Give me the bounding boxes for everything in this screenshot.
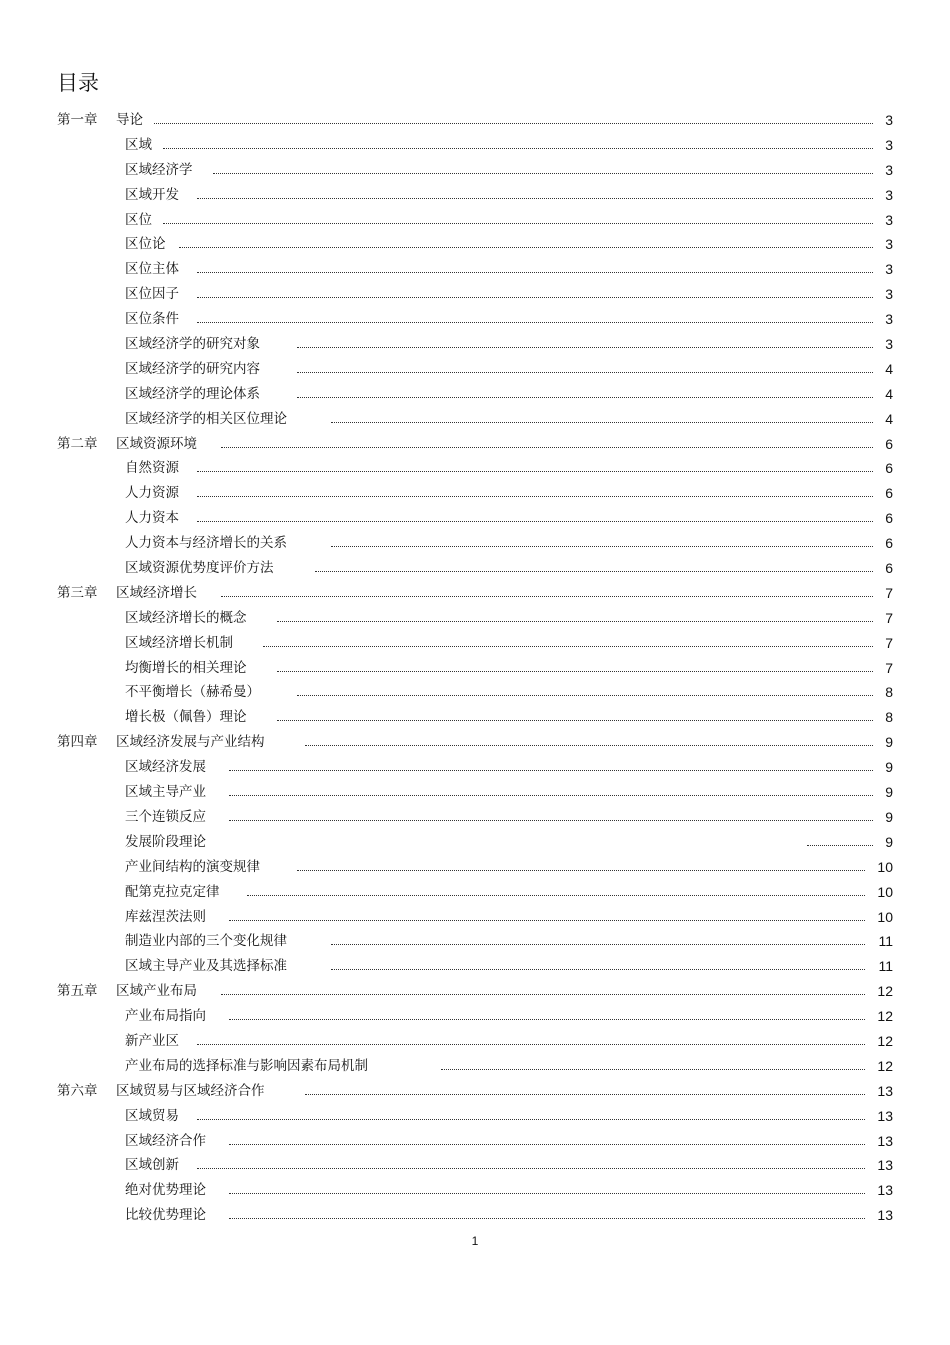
section-title: 绝对优势理论 bbox=[125, 1182, 206, 1199]
dot-leader bbox=[229, 1193, 865, 1194]
page-ref: 4 bbox=[885, 360, 893, 377]
toc-chapter-entry[interactable] bbox=[57, 108, 893, 133]
section-title: 不平衡增长（赫希曼） bbox=[125, 684, 260, 701]
toc-section-entry[interactable] bbox=[57, 183, 893, 208]
toc-section-entry[interactable] bbox=[57, 954, 893, 979]
dot-leader bbox=[229, 1019, 865, 1020]
toc-section-entry[interactable] bbox=[57, 282, 893, 307]
page-ref: 6 bbox=[885, 485, 893, 502]
toc-section-entry[interactable] bbox=[57, 208, 893, 233]
dot-leader bbox=[297, 347, 873, 348]
page-ref: 11 bbox=[878, 933, 893, 950]
toc-section-entry[interactable] bbox=[57, 407, 893, 432]
toc-section-entry[interactable] bbox=[57, 755, 893, 780]
page-number: 1 bbox=[471, 1234, 479, 1248]
section-title: 区域经济发展 bbox=[125, 759, 206, 776]
toc-section-entry[interactable] bbox=[57, 680, 893, 705]
section-title: 制造业内部的三个变化规律 bbox=[125, 933, 287, 950]
page-ref: 7 bbox=[885, 659, 893, 676]
dot-leader bbox=[197, 198, 873, 199]
dot-leader bbox=[197, 521, 873, 522]
page-ref: 8 bbox=[885, 684, 893, 701]
dot-leader bbox=[331, 969, 865, 970]
page-ref: 9 bbox=[885, 784, 893, 801]
toc-section-entry[interactable] bbox=[57, 257, 893, 282]
dot-leader bbox=[297, 870, 865, 871]
page-ref: 3 bbox=[885, 336, 893, 353]
dot-leader bbox=[229, 770, 873, 771]
chapter-number: 第三章 bbox=[57, 584, 98, 601]
section-title: 产业间结构的演变规律 bbox=[125, 858, 260, 875]
dot-leader bbox=[331, 546, 873, 547]
section-title: 增长极（佩鲁）理论 bbox=[125, 709, 247, 726]
page-ref: 3 bbox=[885, 112, 893, 128]
toc-section-entry[interactable] bbox=[57, 357, 893, 382]
dot-leader bbox=[315, 571, 873, 572]
page-ref: 13 bbox=[877, 1132, 893, 1149]
section-title: 区域经济学的理论体系 bbox=[125, 385, 260, 402]
section-title: 区域主导产业 bbox=[125, 784, 206, 801]
section-title: 产业布局的选择标准与影响因素布局机制 bbox=[125, 1057, 368, 1074]
section-title: 区域经济学 bbox=[125, 161, 193, 178]
section-title: 区位条件 bbox=[125, 311, 179, 328]
toc-chapter-entry[interactable] bbox=[57, 581, 893, 606]
page-ref: 9 bbox=[885, 734, 893, 751]
chapter-title: 区域资源环境 bbox=[116, 435, 197, 452]
page-ref: 13 bbox=[877, 1157, 893, 1174]
page-ref: 9 bbox=[885, 759, 893, 776]
section-title: 人力资源 bbox=[125, 485, 179, 502]
dot-leader bbox=[197, 322, 873, 323]
dot-leader bbox=[213, 173, 873, 174]
toc-section-entry[interactable] bbox=[57, 1054, 893, 1079]
section-title: 区位因子 bbox=[125, 286, 179, 303]
toc-section-entry[interactable] bbox=[57, 631, 893, 656]
section-title: 产业布局指向 bbox=[125, 1008, 206, 1025]
toc-section-entry[interactable] bbox=[57, 1029, 893, 1054]
page-ref: 12 bbox=[877, 1008, 893, 1025]
dot-leader bbox=[229, 1218, 865, 1219]
page-ref: 9 bbox=[885, 808, 893, 825]
toc-section-entry[interactable] bbox=[57, 232, 893, 257]
chapter-number: 第六章 bbox=[57, 1082, 98, 1099]
toc-section-entry[interactable] bbox=[57, 1203, 893, 1228]
toc-section-entry[interactable] bbox=[57, 1178, 893, 1203]
dot-leader bbox=[163, 223, 873, 224]
toc-section-entry[interactable] bbox=[57, 332, 893, 357]
dot-leader bbox=[331, 422, 873, 423]
dot-leader bbox=[179, 247, 873, 248]
page-ref: 4 bbox=[885, 385, 893, 402]
page-ref: 13 bbox=[877, 1207, 893, 1224]
toc-section-entry[interactable] bbox=[57, 1104, 893, 1129]
toc-section-entry[interactable] bbox=[57, 855, 893, 880]
chapter-title: 导论 bbox=[116, 112, 143, 128]
dot-leader bbox=[807, 845, 873, 846]
page-ref: 9 bbox=[885, 833, 893, 850]
page-ref: 3 bbox=[885, 311, 893, 328]
section-title: 区位 bbox=[125, 211, 152, 228]
page-ref: 6 bbox=[885, 460, 893, 477]
section-title: 区域经济增长的概念 bbox=[125, 609, 247, 626]
dot-leader bbox=[297, 397, 873, 398]
toc-section-entry[interactable] bbox=[57, 705, 893, 730]
section-title: 库兹涅茨法则 bbox=[125, 908, 206, 925]
page-ref: 12 bbox=[877, 1032, 893, 1049]
page-ref: 3 bbox=[885, 236, 893, 253]
section-title: 区域开发 bbox=[125, 186, 179, 203]
dot-leader bbox=[229, 920, 865, 921]
section-title: 新产业区 bbox=[125, 1032, 179, 1049]
page-ref: 6 bbox=[885, 560, 893, 577]
section-title: 配第克拉克定律 bbox=[125, 883, 220, 900]
page-ref: 4 bbox=[885, 410, 893, 427]
page-ref: 10 bbox=[877, 908, 893, 925]
dot-leader bbox=[197, 1168, 865, 1169]
section-title: 区域创新 bbox=[125, 1157, 179, 1174]
dot-leader bbox=[297, 695, 873, 696]
section-title: 区域主导产业及其选择标准 bbox=[125, 958, 287, 975]
chapter-title: 区域经济发展与产业结构 bbox=[116, 734, 265, 751]
section-title: 人力资本与经济增长的关系 bbox=[125, 535, 287, 552]
toc-section-entry[interactable] bbox=[57, 456, 893, 481]
page-ref: 6 bbox=[885, 535, 893, 552]
page-ref: 12 bbox=[877, 983, 893, 1000]
section-title: 区域贸易 bbox=[125, 1107, 179, 1124]
toc-section-entry[interactable] bbox=[57, 1153, 893, 1178]
dot-leader bbox=[331, 944, 865, 945]
toc-section-entry[interactable] bbox=[57, 805, 893, 830]
page-ref: 6 bbox=[885, 435, 893, 452]
section-title: 区位论 bbox=[125, 236, 166, 253]
dot-leader bbox=[197, 1044, 865, 1045]
page-ref: 3 bbox=[885, 161, 893, 178]
dot-leader bbox=[221, 596, 873, 597]
toc-title: 目录 bbox=[57, 71, 99, 95]
toc-section-entry[interactable] bbox=[57, 606, 893, 631]
toc-section-entry[interactable] bbox=[57, 531, 893, 556]
toc-chapter-entry[interactable] bbox=[57, 432, 893, 457]
dot-leader bbox=[221, 447, 873, 448]
page-ref: 6 bbox=[885, 510, 893, 527]
dot-leader bbox=[277, 621, 873, 622]
chapter-number: 第一章 bbox=[57, 112, 98, 128]
chapter-title: 区域产业布局 bbox=[116, 983, 197, 1000]
toc-section-entry[interactable] bbox=[57, 1004, 893, 1029]
section-title: 区域资源优势度评价方法 bbox=[125, 560, 274, 577]
toc-section-entry[interactable] bbox=[57, 780, 893, 805]
toc-chapter-entry[interactable] bbox=[57, 979, 893, 1004]
toc-chapter-entry[interactable] bbox=[57, 730, 893, 755]
toc-section-entry[interactable] bbox=[57, 158, 893, 183]
section-title: 区位主体 bbox=[125, 261, 179, 278]
toc-section-entry[interactable] bbox=[57, 506, 893, 531]
toc-section-entry[interactable] bbox=[57, 880, 893, 905]
dot-leader bbox=[229, 820, 873, 821]
toc-section-entry[interactable] bbox=[57, 905, 893, 930]
chapter-title: 区域经济增长 bbox=[116, 584, 197, 601]
toc-chapter-entry[interactable] bbox=[57, 1079, 893, 1104]
dot-leader bbox=[305, 1094, 865, 1095]
page-ref: 7 bbox=[885, 634, 893, 651]
section-title: 区域经济学的研究对象 bbox=[125, 336, 260, 353]
page-ref: 13 bbox=[877, 1107, 893, 1124]
dot-leader bbox=[277, 720, 873, 721]
page-ref: 8 bbox=[885, 709, 893, 726]
dot-leader bbox=[263, 646, 873, 647]
page-ref: 13 bbox=[877, 1182, 893, 1199]
toc-section-entry[interactable] bbox=[57, 556, 893, 581]
toc-section-entry[interactable] bbox=[57, 830, 893, 855]
page-ref: 3 bbox=[885, 186, 893, 203]
dot-leader bbox=[163, 148, 873, 149]
page-ref: 10 bbox=[877, 883, 893, 900]
dot-leader bbox=[154, 123, 873, 124]
dot-leader bbox=[221, 994, 865, 995]
toc-section-entry[interactable] bbox=[57, 656, 893, 681]
dot-leader bbox=[247, 895, 865, 896]
toc-section-entry[interactable] bbox=[57, 382, 893, 407]
page-ref: 7 bbox=[885, 584, 893, 601]
section-title: 人力资本 bbox=[125, 510, 179, 527]
section-title: 区域经济学的研究内容 bbox=[125, 360, 260, 377]
page-ref: 13 bbox=[877, 1082, 893, 1099]
dot-leader bbox=[277, 671, 873, 672]
page-ref: 7 bbox=[885, 609, 893, 626]
section-title: 发展阶段理论 bbox=[125, 833, 206, 850]
page-ref: 3 bbox=[885, 286, 893, 303]
section-title: 比较优势理论 bbox=[125, 1207, 206, 1224]
dot-leader bbox=[229, 795, 873, 796]
dot-leader bbox=[197, 496, 873, 497]
section-title: 均衡增长的相关理论 bbox=[125, 659, 247, 676]
dot-leader bbox=[197, 471, 873, 472]
chapter-number: 第五章 bbox=[57, 983, 98, 1000]
toc-list bbox=[57, 108, 893, 1228]
page-ref: 11 bbox=[878, 958, 893, 975]
section-title: 区域经济学的相关区位理论 bbox=[125, 410, 287, 427]
section-title: 区域经济增长机制 bbox=[125, 634, 233, 651]
dot-leader bbox=[229, 1144, 865, 1145]
toc-section-entry[interactable] bbox=[57, 307, 893, 332]
page-ref: 3 bbox=[885, 136, 893, 153]
chapter-number: 第二章 bbox=[57, 435, 98, 452]
dot-leader bbox=[197, 1119, 865, 1120]
dot-leader bbox=[441, 1069, 865, 1070]
toc-section-entry[interactable] bbox=[57, 133, 893, 158]
dot-leader bbox=[305, 745, 873, 746]
section-title: 三个连锁反应 bbox=[125, 808, 206, 825]
chapter-number: 第四章 bbox=[57, 734, 98, 751]
section-title: 区域经济合作 bbox=[125, 1132, 206, 1149]
section-title: 区域 bbox=[125, 136, 152, 153]
chapter-title: 区域贸易与区域经济合作 bbox=[116, 1082, 265, 1099]
section-title: 自然资源 bbox=[125, 460, 179, 477]
toc-section-entry[interactable] bbox=[57, 929, 893, 954]
dot-leader bbox=[297, 372, 873, 373]
dot-leader bbox=[197, 272, 873, 273]
page-ref: 12 bbox=[877, 1057, 893, 1074]
toc-section-entry[interactable] bbox=[57, 1129, 893, 1154]
dot-leader bbox=[197, 297, 873, 298]
page-ref: 3 bbox=[885, 261, 893, 278]
page-ref: 3 bbox=[885, 211, 893, 228]
page-ref: 10 bbox=[877, 858, 893, 875]
toc-section-entry[interactable] bbox=[57, 481, 893, 506]
